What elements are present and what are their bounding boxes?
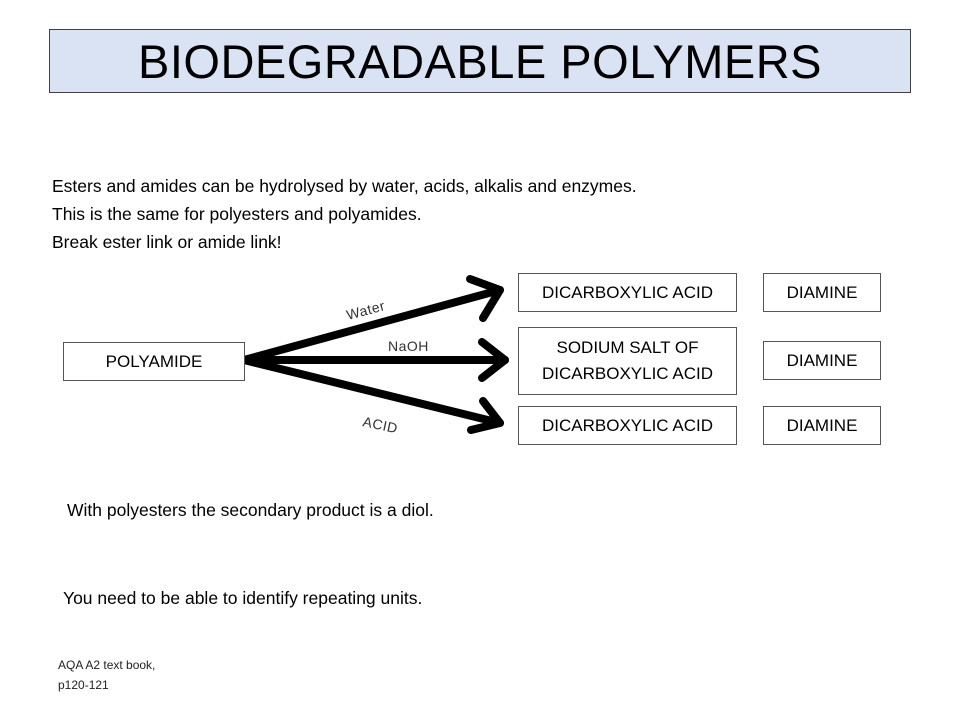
coproduct-label-acid: DIAMINE <box>786 415 858 435</box>
title-banner <box>49 29 911 93</box>
coproduct-label-water: DIAMINE <box>786 282 858 302</box>
arrowhead-acid <box>471 401 500 430</box>
coproduct-box-naoh <box>763 341 881 380</box>
product-box-naoh <box>518 327 737 395</box>
polyamide-label: POLYAMIDE <box>105 351 203 371</box>
page-title: BIODEGRADABLE POLYMERS <box>138 34 822 88</box>
textbook-reference <box>58 655 155 695</box>
product-label-acid: DICARBOXYLIC ACID <box>542 415 713 435</box>
product-label-naoh-line1: SODIUM SALT OF <box>556 338 699 357</box>
intro-line-1: Esters and amides can be hydrolysed by water, acids, alkalis and enzymes. <box>52 176 637 196</box>
intro-line-3: Break ester link or amide link! <box>52 232 282 252</box>
coproduct-box-water <box>763 273 881 312</box>
intro-line-2: This is the same for polyesters and polyamides. <box>52 204 422 224</box>
coproduct-label-naoh: DIAMINE <box>786 350 858 370</box>
polyesters-note: With polyesters the secondary product is a diol. <box>67 500 434 520</box>
reagent-naoh-label: NaOH <box>388 338 429 354</box>
product-label-water: DICARBOXYLIC ACID <box>542 282 713 302</box>
arrowhead-water <box>470 279 500 318</box>
reference-line-2: p120-121 <box>58 678 109 692</box>
intro-text <box>52 172 637 256</box>
reagent-water-label: Water <box>344 297 387 323</box>
repeating-units-note: You need to be able to identify repeating units. <box>63 588 423 608</box>
product-label-naoh-line2: DICARBOXYLIC ACID <box>542 364 713 383</box>
reagent-acid-label: ACID <box>361 413 400 437</box>
arrow-acid <box>244 360 500 423</box>
reference-line-1: AQA A2 text book, <box>58 658 156 672</box>
arrowhead-naoh <box>482 342 505 378</box>
polyamide-box <box>63 342 245 381</box>
arrow-water <box>244 290 500 360</box>
product-box-acid <box>518 406 737 445</box>
product-box-water <box>518 273 737 312</box>
coproduct-box-acid <box>763 406 881 445</box>
